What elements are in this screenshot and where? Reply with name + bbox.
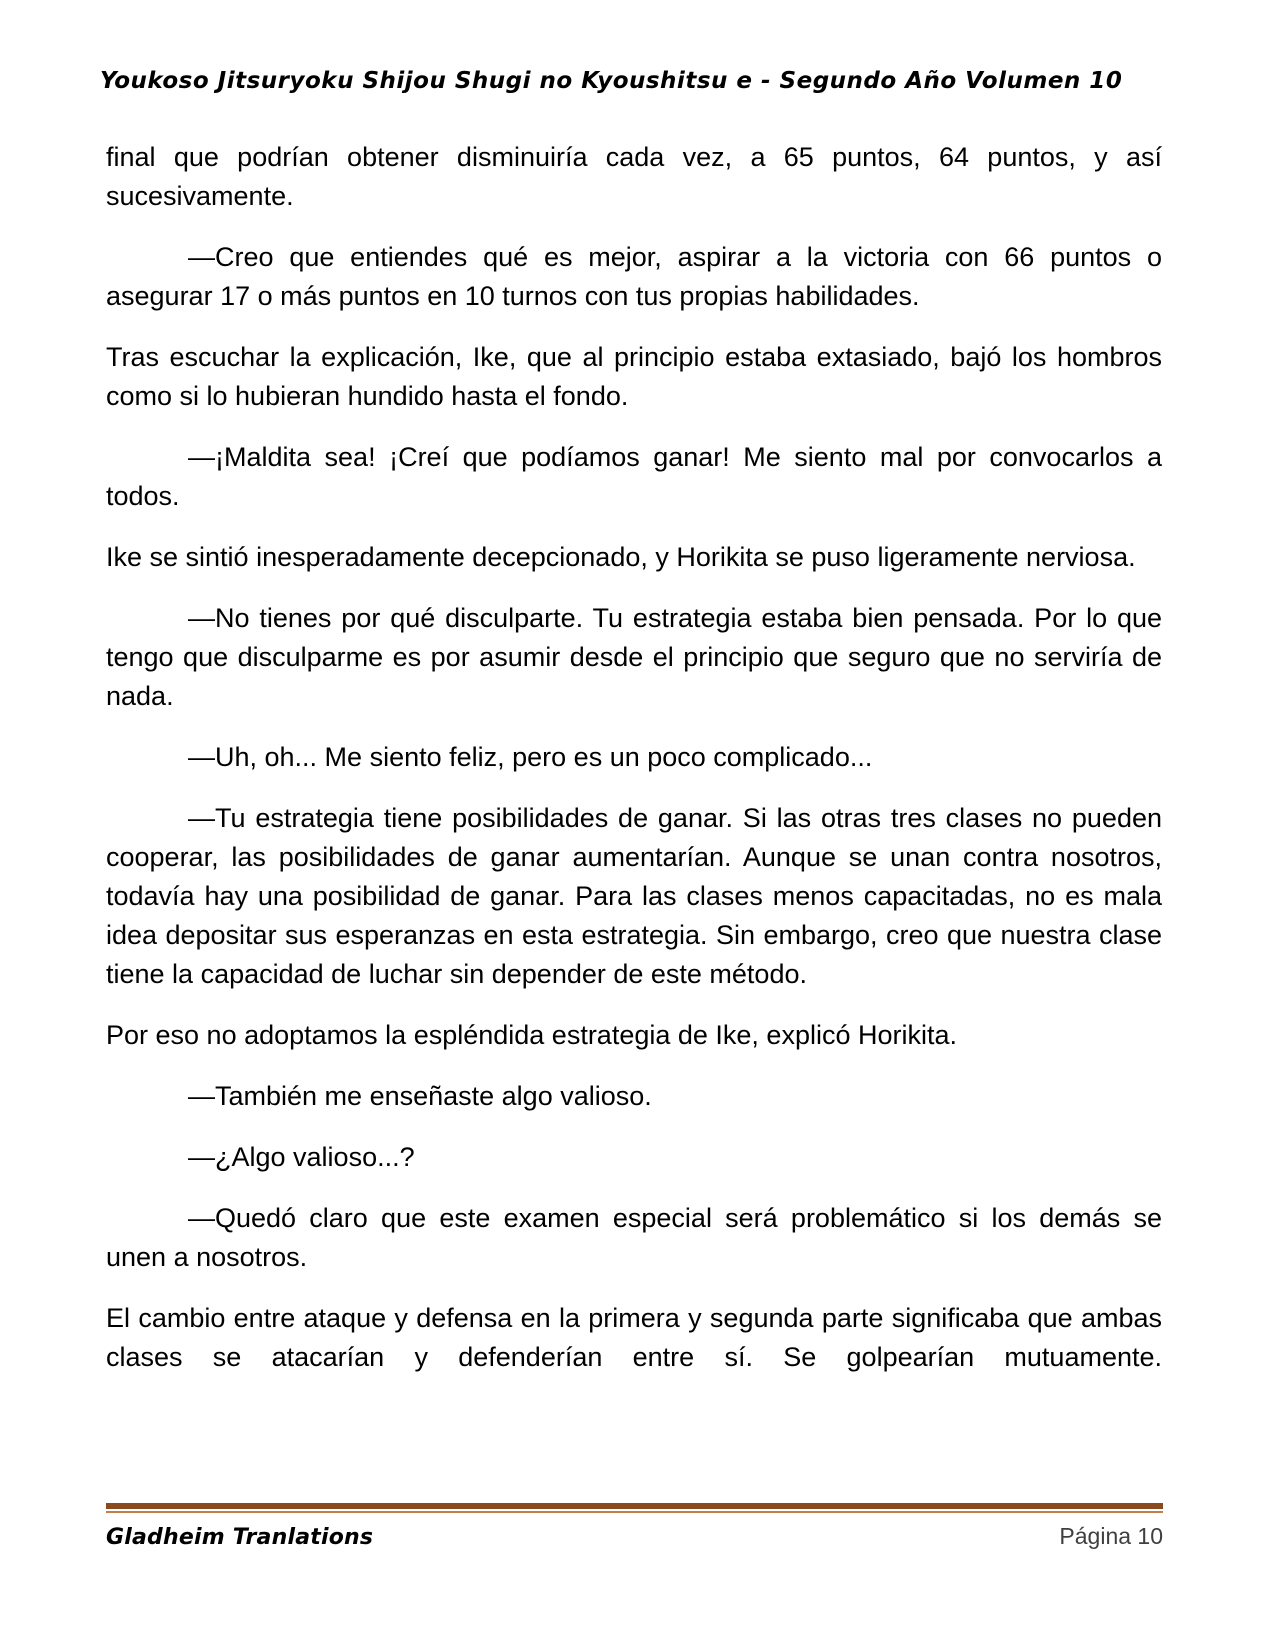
paragraph-dialogue: —Tu estrategia tiene posibilidades de ganar. Si las otras tres clases no pueden cooperar, las posibilidades de ganar aumentarían. Aunque se unan contra nosotros, todavía hay una posibilidad de ganar. Para las clases menos capacitadas, no es mala idea depositar sus esperanzas en esta estrategia. Sin embargo, creo que nuestra clase tiene la capacidad de luchar sin depender de este método. [106, 803, 1162, 989]
paragraph: Tras escuchar la explicación, Ike, que al principio estaba extasiado, bajó los hombros como si lo hubieran hundido hasta el fondo. [106, 342, 1162, 411]
footer-rule-thick [106, 1503, 1163, 1509]
paragraph: Ike se sintió inesperadamente decepcionado, y Horikita se puso ligeramente nerviosa. [106, 542, 1136, 572]
paragraph-dialogue: —¿Algo valioso...? [188, 1142, 415, 1172]
paragraph: El cambio entre ataque y defensa en la primera y segunda parte significaba que ambas clases se atacarían y defenderían entre sí. Se golpearían mutuamente. [106, 1303, 1162, 1372]
translator-credit: Gladheim Tranlations [106, 1525, 374, 1550]
paragraph-dialogue: —¡Maldita sea! ¡Creí que podíamos ganar! Me siento mal por convocarlos a todos. [106, 442, 1162, 511]
paragraph-dialogue: —También me enseñaste algo valioso. [188, 1081, 652, 1111]
paragraph: Por eso no adoptamos la espléndida estrategia de Ike, explicó Horikita. [106, 1020, 958, 1050]
paragraph-dialogue: —No tienes por qué disculparte. Tu estrategia estaba bien pensada. Por lo que tengo que disculparme es por asumir desde el principio que seguro que no serviría de nada. [106, 603, 1162, 711]
footer-rule-thin [106, 1511, 1163, 1513]
footer-row [106, 1523, 1163, 1550]
paragraph: final que podrían obtener disminuiría cada vez, a 65 puntos, 64 puntos, y así sucesivamente. [106, 142, 1162, 211]
paragraph-dialogue: —Uh, oh... Me siento feliz, pero es un poco complicado... [188, 742, 873, 772]
paragraph-dialogue: —Creo que entiendes qué es mejor, aspirar a la victoria con 66 puntos o asegurar 17 o más puntos en 10 turnos con tus propias habilidades. [106, 242, 1162, 311]
paragraph-dialogue: —Quedó claro que este examen especial será problemático si los demás se unen a nosotros. [106, 1203, 1162, 1272]
page-header-title: Youkoso Jitsuryoku Shijou Shugi no Kyoushitsu e - Segundo Año Volumen 10 [100, 68, 1123, 94]
page-footer [106, 1503, 1163, 1550]
page-number: Página 10 [1059, 1523, 1163, 1549]
body-text [106, 138, 1162, 1399]
